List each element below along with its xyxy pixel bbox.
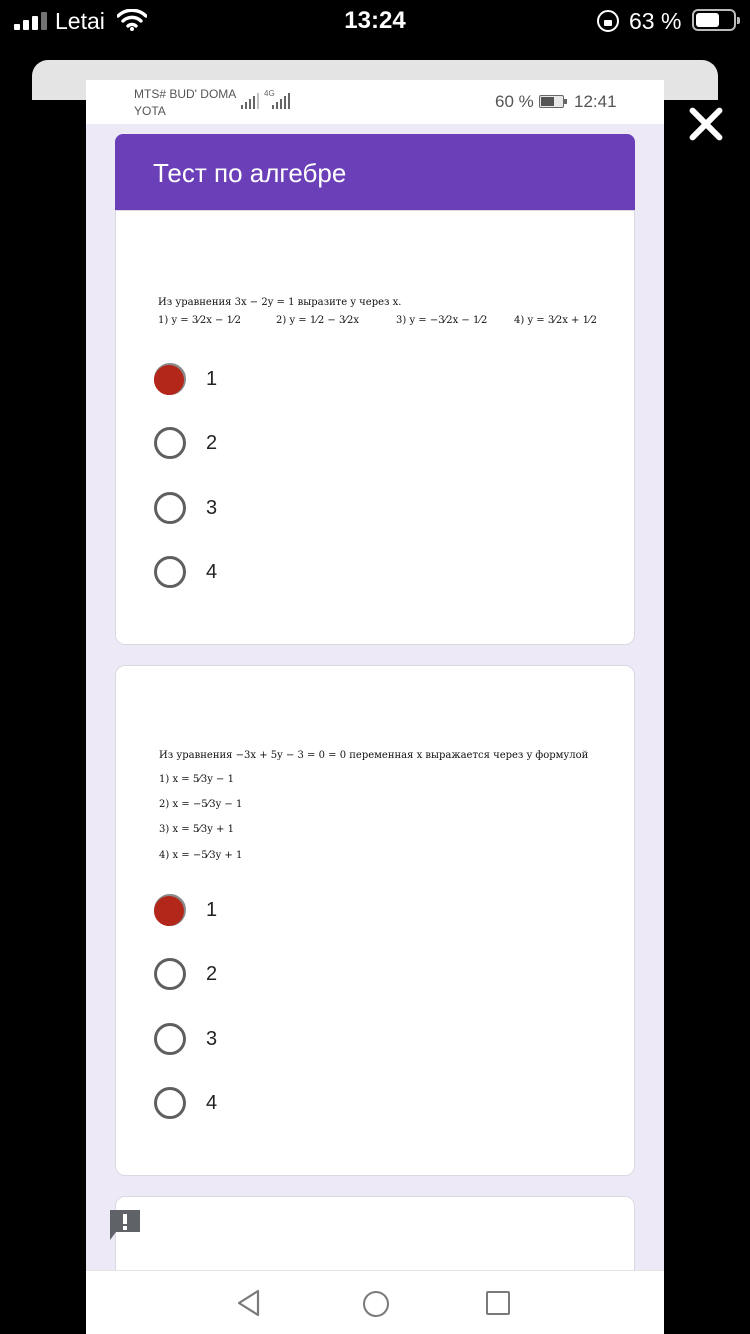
radio-button[interactable] — [154, 427, 186, 459]
radio-button[interactable] — [154, 556, 186, 588]
answer-text: 4) x = −5⁄3y + 1 — [159, 850, 243, 861]
radio-option-1[interactable] — [154, 893, 454, 927]
radio-button[interactable] — [154, 1023, 186, 1055]
answer-text: 1) y = 3⁄2x − 1⁄2 — [158, 315, 241, 326]
report-problem-icon[interactable] — [108, 1208, 142, 1242]
form-title: Тест по алгебре — [153, 158, 347, 188]
option-label: 4 — [206, 1092, 218, 1114]
option-label: 2 — [206, 963, 218, 985]
option-label: 1 — [206, 899, 218, 921]
radio-option-4[interactable] — [154, 555, 454, 589]
screenshot-image — [86, 80, 664, 1334]
ios-status-bar — [0, 0, 750, 42]
radio-button-selected[interactable] — [154, 894, 186, 926]
option-label: 4 — [206, 561, 218, 583]
radio-option-3[interactable] — [154, 491, 454, 525]
ios-carrier: Letai — [55, 8, 105, 34]
android-carrier: MTS# BUD' DOMA YOTA — [134, 87, 237, 118]
ios-battery-percent: 63 % — [629, 8, 682, 34]
android-clock: 12:41 — [574, 92, 617, 111]
battery-icon — [539, 95, 564, 108]
question-text: Из уравнения −3x + 5y − 3 = 0 = 0 переменная x выражается через y формулой — [159, 750, 589, 761]
radio-option-3[interactable] — [154, 1022, 454, 1056]
ios-clock: 13:24 — [344, 7, 406, 34]
radio-button[interactable] — [154, 492, 186, 524]
close-icon[interactable] — [686, 104, 726, 144]
answer-text: 2) y = 1⁄2 − 3⁄2x — [276, 315, 359, 326]
radio-button-selected[interactable] — [154, 363, 186, 395]
answer-text: 3) y = −3⁄2x − 1⁄2 — [396, 315, 488, 326]
android-battery-percent: 60 % — [495, 92, 534, 111]
option-label: 2 — [206, 432, 218, 454]
recents-icon[interactable] — [486, 1291, 510, 1315]
android-status-bar — [86, 80, 664, 124]
answer-text: 4) y = 3⁄2x + 1⁄2 — [514, 315, 597, 326]
answer-text: 2) x = −5⁄3y − 1 — [159, 799, 243, 810]
battery-icon — [692, 9, 736, 31]
radio-option-2[interactable] — [154, 426, 454, 460]
answer-text: 3) x = 5⁄3y + 1 — [159, 824, 234, 835]
home-icon[interactable] — [363, 1291, 389, 1317]
radio-button[interactable] — [154, 1087, 186, 1119]
rotation-lock-icon — [597, 10, 619, 32]
option-label: 1 — [206, 368, 218, 390]
android-nav-bar — [86, 1270, 664, 1334]
option-label: 3 — [206, 1028, 218, 1050]
question-card — [115, 210, 635, 645]
form-header — [115, 134, 635, 211]
radio-option-1[interactable] — [154, 362, 454, 396]
question-text: Из уравнения 3x − 2y = 1 выразите y через x. — [158, 297, 402, 308]
radio-option-2[interactable] — [154, 957, 454, 991]
radio-button[interactable] — [154, 958, 186, 990]
radio-option-4[interactable] — [154, 1086, 454, 1120]
back-icon[interactable] — [236, 1289, 262, 1317]
option-label: 3 — [206, 497, 218, 519]
answer-text: 1) x = 5⁄3y − 1 — [159, 774, 234, 785]
question-card — [115, 665, 635, 1176]
network-type: 4G — [264, 89, 275, 98]
